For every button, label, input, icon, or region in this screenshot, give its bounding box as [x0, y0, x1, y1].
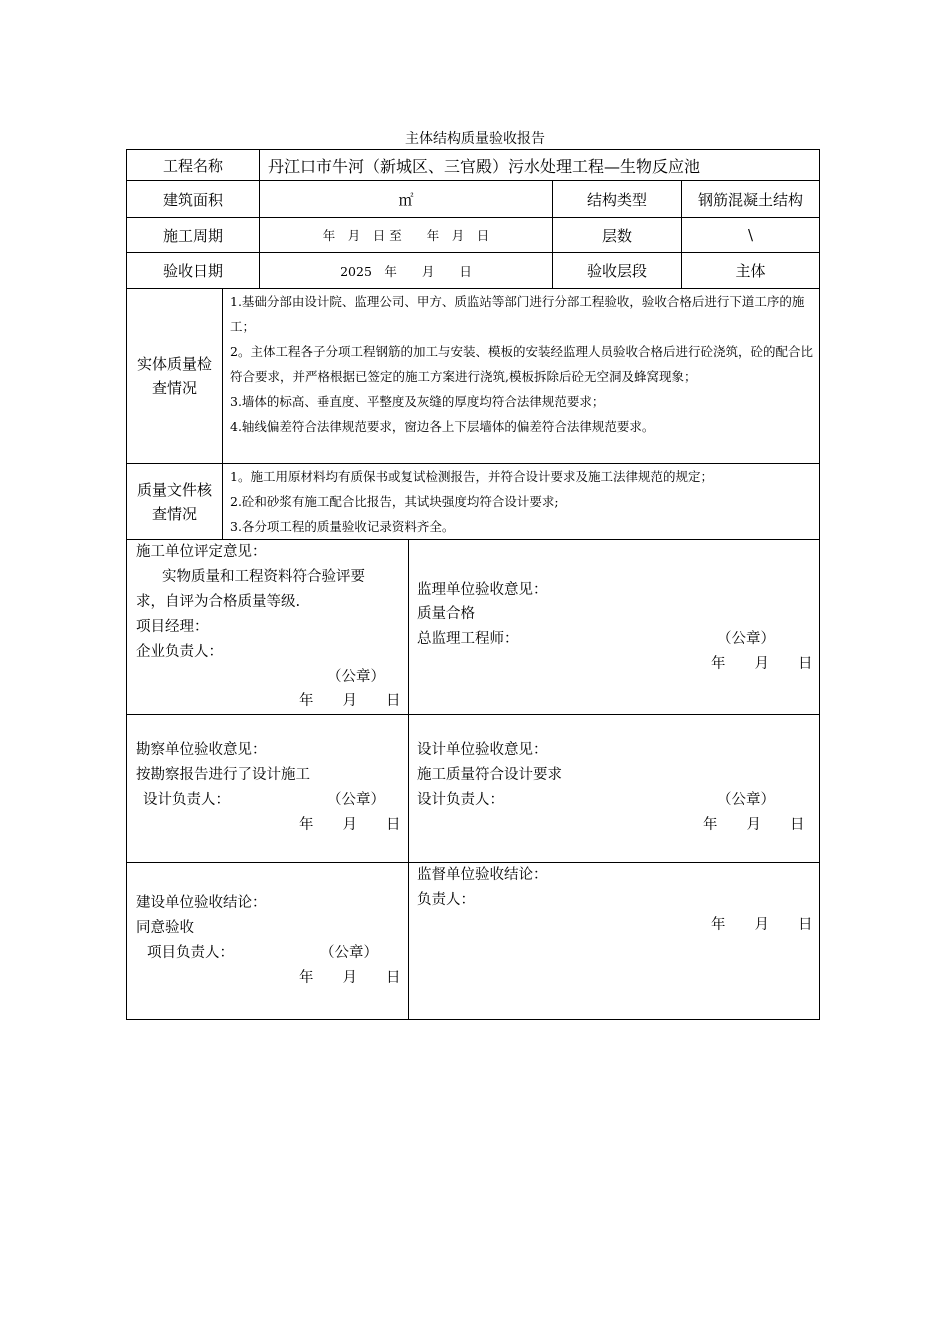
acceptance-level-label: 验收层段	[586, 262, 647, 280]
list-item: 2。主体工程各子分项工程钢筋的加工与安装、模板的安装经监理人员验收合格后进行砼浇筑，砼的配合比符合要求，并严格根据已签定的施工方案进行浇筑,模板拆除后砼无空洞及蜂窝现象；	[230, 344, 813, 384]
project-name-label: 工程名称	[162, 156, 223, 175]
document-check-label: 质量文件核查情况	[137, 480, 213, 523]
building-area-value: ㎡	[398, 190, 414, 209]
acceptance-report-table	[126, 149, 820, 1020]
construction-period-value: 年 月 日 至 年 月 日	[322, 228, 490, 243]
survey-unit-heading: 勘察单位验收意见：	[136, 742, 267, 758]
owner-unit-date: 年 月 日	[299, 970, 401, 986]
survey-unit-opinion: 按勘察报告进行了设计施工	[136, 767, 310, 783]
survey-unit-seal: （公章）	[327, 792, 385, 808]
list-item: 1.基础分部由设计院、监理公司、甲方、质监站等部门进行分部工程验收，验收合格后进行下道工序的施工；	[230, 294, 805, 334]
construction-period-label: 施工周期	[162, 226, 223, 245]
design-unit-opinion: 施工质量符合设计要求	[417, 767, 562, 783]
supervision-unit-date: 年 月 日	[711, 656, 813, 672]
floors-value: \	[747, 226, 754, 244]
acceptance-level-value: 主体	[735, 262, 766, 280]
supervision-unit-seal: （公章）	[717, 631, 775, 647]
survey-unit-design-head: 设计负责人：	[143, 792, 230, 808]
construction-unit-seal: （公章）	[327, 669, 385, 685]
oversight-unit-date: 年 月 日	[711, 917, 813, 933]
list-item: 3.各分项工程的质量验收记录资料齐全。	[230, 519, 455, 534]
oversight-unit-head: 负责人：	[417, 892, 475, 908]
supervision-unit-chief-engineer: 总监理工程师：	[417, 631, 519, 647]
owner-unit-heading: 建设单位验收结论：	[136, 895, 267, 911]
survey-unit-date: 年 月 日	[299, 817, 401, 833]
owner-unit-project-head: 项目负责人：	[147, 945, 234, 961]
building-area-label: 建筑面积	[162, 190, 223, 209]
col-divider	[408, 539, 409, 1019]
construction-unit-enterprise-head: 企业负责人：	[136, 644, 223, 660]
floors-label: 层数	[601, 226, 632, 245]
construction-unit-opinion-line1: 实物质量和工程资料符合验评要	[162, 569, 365, 585]
document-check-label-cell	[127, 464, 222, 539]
structure-type-label: 结构类型	[586, 190, 647, 209]
list-item: 2.砼和砂浆有施工配合比报告，其试块强度均符合设计要求;	[230, 494, 559, 509]
supervision-unit-heading: 监理单位验收意见：	[417, 582, 548, 598]
row-divider	[127, 714, 819, 715]
document-check-items	[230, 464, 815, 539]
owner-unit-seal: （公章）	[320, 945, 378, 961]
project-name-value: 丹江口市牛河（新城区、三官殿）污水处理工程—生物反应池	[268, 156, 701, 176]
col-divider	[222, 288, 223, 539]
design-unit-heading: 设计单位验收意见：	[417, 742, 548, 758]
construction-unit-date: 年 月 日	[299, 693, 401, 709]
structure-type-value: 钢筋混凝土结构	[697, 190, 803, 209]
construction-unit-opinion-line2: 求，自评为合格质量等级.	[136, 594, 301, 610]
construction-unit-heading: 施工单位评定意见：	[136, 544, 267, 560]
list-item: 4.轴线偏差符合法律规范要求，窗边各上下层墙体的偏差符合法律规范要求。	[230, 419, 655, 434]
design-unit-seal: （公章）	[717, 792, 775, 808]
list-item: 3.墙体的标高、垂直度、平整度及灰缝的厚度均符合法律规范要求；	[230, 394, 605, 409]
design-unit-date: 年 月 日	[703, 817, 805, 833]
acceptance-date-value: 2025 年 月 日	[340, 263, 472, 279]
acceptance-date-label: 验收日期	[162, 262, 223, 280]
physical-quality-label-cell	[127, 289, 222, 463]
list-item: 1。施工用原材料均有质保书或复试检测报告，并符合设计要求及施工法律规范的规定；	[230, 469, 713, 484]
physical-quality-label: 实体质量检查情况	[137, 355, 213, 397]
supervision-unit-opinion: 质量合格	[417, 606, 475, 622]
owner-unit-opinion: 同意验收	[136, 920, 194, 936]
construction-unit-manager: 项目经理：	[136, 619, 209, 635]
design-unit-design-head: 设计负责人：	[417, 792, 504, 808]
report-title: 主体结构质量验收报告	[405, 131, 545, 147]
oversight-unit-heading: 监督单位验收结论：	[417, 867, 548, 883]
physical-quality-items	[230, 289, 815, 439]
